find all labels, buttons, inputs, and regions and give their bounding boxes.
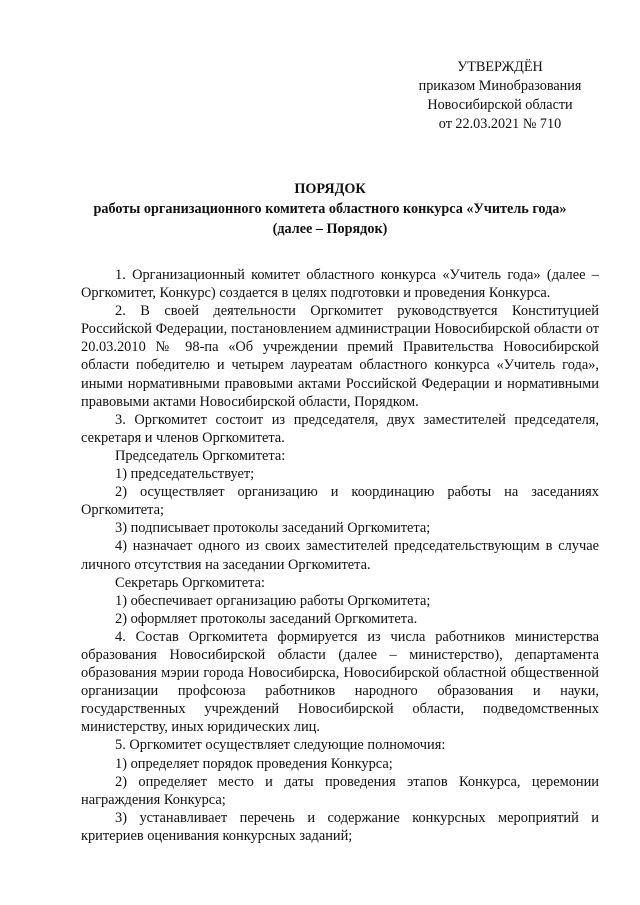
chairman-heading: Председатель Оргкомитета:	[115, 447, 286, 464]
approval-date-line: от 22.03.2021 № 710	[438, 116, 562, 132]
paragraph-1: 1. Организационный комитет областного конкурса «Учитель года» (далее – Оргкомитет, Конкурс) создается в целях подготовки и проведения Конкурса.	[81, 267, 599, 302]
approval-heading: УТВЕРЖДЁН	[457, 59, 543, 75]
title-subtitle: работы организационного комитета областного конкурса «Учитель года»	[93, 201, 567, 217]
approval-region-line: Новосибирской области	[427, 97, 573, 113]
approval-order-line: приказом Минобразования	[418, 78, 582, 94]
title-abbreviation: (далее – Порядок)	[272, 221, 388, 237]
approval-stamp	[400, 58, 600, 134]
document-title	[60, 179, 600, 239]
document-body	[81, 266, 599, 845]
powers-item-1: 1) определяет порядок проведения Конкурса;	[115, 755, 393, 772]
chairman-item-2: 2) осуществляет организацию и координацию работы на заседаниях Оргкомитета;	[81, 484, 599, 519]
chairman-item-3: 3) подписывает протоколы заседаний Оргкомитета;	[115, 520, 431, 537]
paragraph-4: 4. Состав Оргкомитета формируется из числа работников министерства образования Новосибирской области (далее – министерство), департамента образования мэрии города Новосибирска, Новосибирской областной общественной организации профсоюза работников народного образования и науки, государственных учреждений Новосибирской области, подведомственных министерству, иных юридических лиц.	[81, 628, 599, 736]
secretary-heading: Секретарь Оргкомитета:	[115, 574, 265, 591]
secretary-item-1: 1) обеспечивает организацию работы Оргкомитета;	[115, 592, 431, 609]
title-main: ПОРЯДОК	[294, 181, 366, 197]
powers-item-2: 2) определяет место и даты проведения этапов Конкурса, церемонии награждения Конкурса;	[81, 773, 599, 808]
powers-item-3: 3) устанавливает перечень и содержание конкурсных мероприятий и критериев оценивания конкурсных заданий;	[81, 809, 599, 844]
chairman-item-1: 1) председательствует;	[115, 466, 255, 483]
paragraph-3: 3. Оргкомитет состоит из председателя, двух заместителей председателя, секретаря и членов Оргкомитета.	[81, 411, 599, 446]
chairman-item-4: 4) назначает одного из своих заместителей председательствующим в случае личного отсутствия на заседании Оргкомитета.	[81, 538, 599, 573]
paragraph-2: 2. В своей деятельности Оргкомитет руководствуется Конституцией Российской Федерации, постановлением администрации Новосибирской области от 20.03.2010 № 98-па «Об учреждении премий Правительства Новосибирской области победителю и четырем лауреатам областного конкурса «Учитель года», иными нормативными правовыми актами Российской Федерации и нормативными правовыми актами Новосибирской области, Порядком.	[81, 303, 599, 410]
secretary-item-2: 2) оформляет протоколы заседаний Оргкомитета.	[115, 610, 418, 627]
paragraph-5: 5. Оргкомитет осуществляет следующие полномочия:	[115, 737, 446, 754]
